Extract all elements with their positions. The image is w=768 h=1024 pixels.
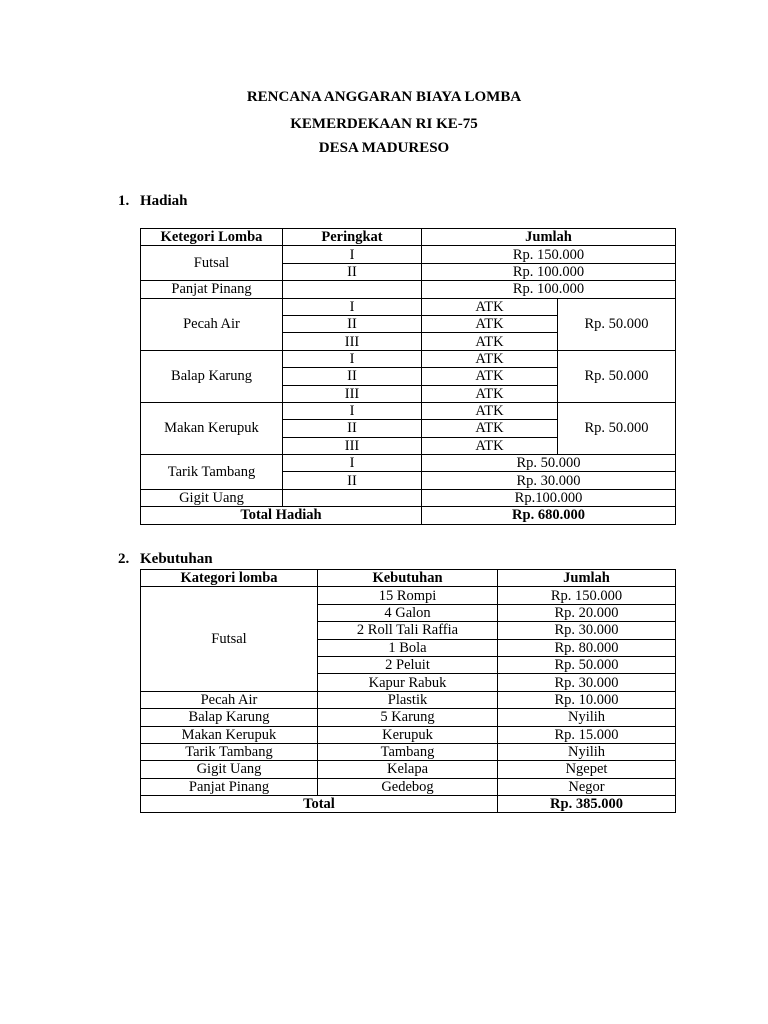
total-row <box>141 796 676 813</box>
amount-cell: Rp. 50.000 <box>558 298 676 350</box>
item-cell: ATK <box>422 333 558 350</box>
amount-cell: Rp. 30.000 <box>498 674 676 691</box>
header-jumlah: Jumlah <box>422 229 676 246</box>
total-label: Total <box>141 796 498 813</box>
table-row <box>141 455 676 472</box>
item-cell: ATK <box>422 350 558 367</box>
category-cell: Balap Karung <box>141 709 318 726</box>
item-cell: ATK <box>422 420 558 437</box>
rank-cell: II <box>283 368 422 385</box>
table-row <box>141 246 676 263</box>
amount-cell: Rp. 100.000 <box>422 263 676 280</box>
need-cell: Gedebog <box>318 778 498 795</box>
rank-cell: III <box>283 437 422 454</box>
item-cell: ATK <box>422 298 558 315</box>
rank-cell: I <box>283 402 422 419</box>
table-row <box>141 778 676 795</box>
section-heading-kebutuhan <box>118 550 213 568</box>
amount-cell: Rp. 10.000 <box>498 691 676 708</box>
need-cell: Plastik <box>318 691 498 708</box>
table-row <box>141 402 676 419</box>
rank-cell: II <box>283 420 422 437</box>
kebutuhan-table <box>140 569 676 813</box>
document-title-line3: DESA MADURESO <box>318 140 450 156</box>
amount-cell: Rp. 50.000 <box>558 350 676 402</box>
table-row <box>141 587 676 604</box>
category-cell: Balap Karung <box>141 350 283 402</box>
need-cell: 2 Peluit <box>318 656 498 673</box>
table-row <box>141 761 676 778</box>
table-row <box>141 743 676 760</box>
rank-cell: II <box>283 315 422 332</box>
category-cell: Futsal <box>141 246 283 281</box>
rank-cell <box>283 489 422 506</box>
amount-cell: Ngepet <box>498 761 676 778</box>
amount-cell: Rp. 15.000 <box>498 726 676 743</box>
amount-cell: Nyilih <box>498 743 676 760</box>
rank-cell: I <box>283 350 422 367</box>
table-row <box>141 709 676 726</box>
total-value: Rp. 385.000 <box>498 796 676 813</box>
document-title-line2: KEMERDEKAAN RI KE-75 <box>290 116 478 132</box>
rank-cell: I <box>283 455 422 472</box>
amount-cell: Rp. 150.000 <box>422 246 676 263</box>
section-label: Kebutuhan <box>140 551 213 567</box>
total-row <box>141 507 676 524</box>
amount-cell: Negor <box>498 778 676 795</box>
rank-cell <box>283 281 422 298</box>
total-value: Rp. 680.000 <box>422 507 676 524</box>
category-cell: Gigit Uang <box>141 761 318 778</box>
category-cell: Pecah Air <box>141 298 283 350</box>
category-cell: Panjat Pinang <box>141 281 283 298</box>
amount-cell: Rp. 100.000 <box>422 281 676 298</box>
total-label: Total Hadiah <box>141 507 422 524</box>
item-cell: ATK <box>422 437 558 454</box>
category-cell: Makan Kerupuk <box>141 726 318 743</box>
category-cell: Tarik Tambang <box>141 743 318 760</box>
need-cell: Kerupuk <box>318 726 498 743</box>
need-cell: Kapur Rabuk <box>318 674 498 691</box>
table-row <box>141 350 676 367</box>
amount-cell: Rp. 50.000 <box>558 402 676 454</box>
category-cell: Panjat Pinang <box>141 778 318 795</box>
amount-cell: Rp. 30.000 <box>498 622 676 639</box>
section-number: 2. <box>118 551 130 567</box>
amount-cell: Rp. 30.000 <box>422 472 676 489</box>
item-cell: ATK <box>422 368 558 385</box>
section-number: 1. <box>118 193 130 209</box>
amount-cell: Rp. 50.000 <box>422 455 676 472</box>
table-header-row <box>141 570 676 587</box>
need-cell: 15 Rompi <box>318 587 498 604</box>
amount-cell: Nyilih <box>498 709 676 726</box>
table-header-row <box>141 229 676 246</box>
category-cell: Makan Kerupuk <box>141 402 283 454</box>
header-kebutuhan: Kebutuhan <box>318 570 498 587</box>
category-cell: Pecah Air <box>141 691 318 708</box>
rank-cell: I <box>283 246 422 263</box>
need-cell: 5 Karung <box>318 709 498 726</box>
table-row <box>141 298 676 315</box>
table-row <box>141 726 676 743</box>
category-cell: Tarik Tambang <box>141 455 283 490</box>
header-peringkat: Peringkat <box>283 229 422 246</box>
category-cell: Futsal <box>141 587 318 691</box>
amount-cell: Rp. 80.000 <box>498 639 676 656</box>
document-title-line1: RENCANA ANGGARAN BIAYA LOMBA <box>246 89 522 105</box>
header-kategori: Kategori lomba <box>141 570 318 587</box>
section-heading-hadiah <box>118 192 188 210</box>
hadiah-table <box>140 228 676 525</box>
rank-cell: I <box>283 298 422 315</box>
header-jumlah: Jumlah <box>498 570 676 587</box>
item-cell: ATK <box>422 402 558 419</box>
rank-cell: II <box>283 263 422 280</box>
header-kategori: Ketegori Lomba <box>141 229 283 246</box>
rank-cell: III <box>283 385 422 402</box>
rank-cell: II <box>283 472 422 489</box>
table-row <box>141 489 676 506</box>
rank-cell: III <box>283 333 422 350</box>
need-cell: 4 Galon <box>318 604 498 621</box>
item-cell: ATK <box>422 385 558 402</box>
table-row <box>141 691 676 708</box>
need-cell: 2 Roll Tali Raffia <box>318 622 498 639</box>
amount-cell: Rp. 50.000 <box>498 656 676 673</box>
amount-cell: Rp.100.000 <box>422 489 676 506</box>
need-cell: Kelapa <box>318 761 498 778</box>
item-cell: ATK <box>422 315 558 332</box>
need-cell: 1 Bola <box>318 639 498 656</box>
need-cell: Tambang <box>318 743 498 760</box>
amount-cell: Rp. 150.000 <box>498 587 676 604</box>
amount-cell: Rp. 20.000 <box>498 604 676 621</box>
category-cell: Gigit Uang <box>141 489 283 506</box>
section-label: Hadiah <box>140 193 188 209</box>
table-row <box>141 281 676 298</box>
